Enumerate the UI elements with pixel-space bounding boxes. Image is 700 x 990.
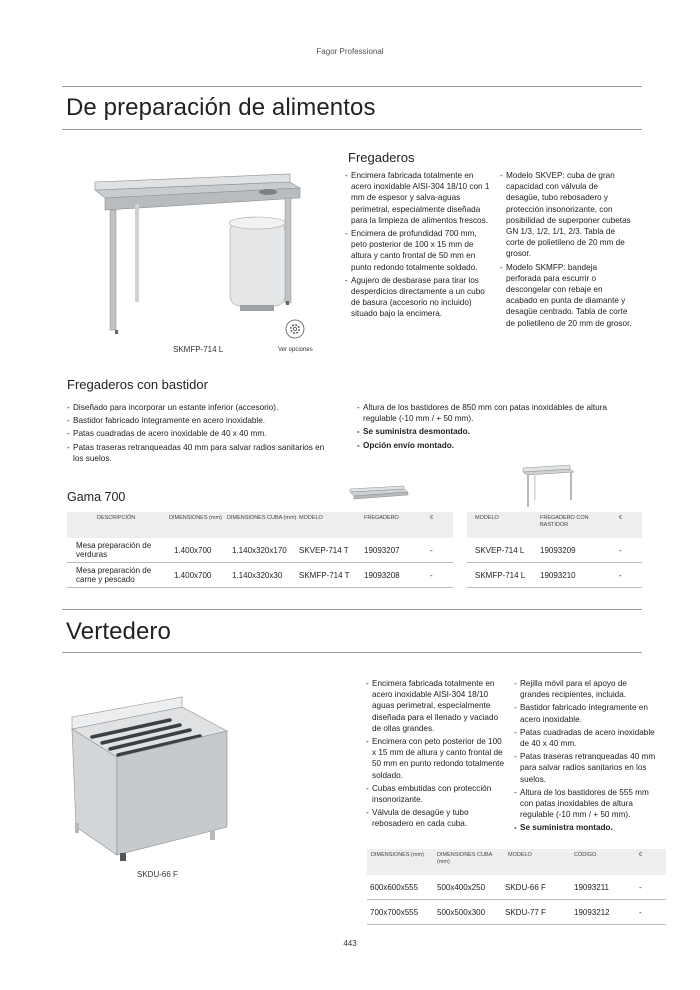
cell: 19093207 [363,538,429,563]
list-item: - Encimera fabricada totalmente en acero inoxidable AISI-304 18/10 aguas perimetral, especialmente diseñada para el llenado y vaciado de ollas grandes. [366,678,506,734]
list-item: - Encimera fabricada totalmente en acero inoxidable AISI-304 18/10 con 1 mm de espesor y salva-aguas perimetral, especialmente diseñada para la limpieza de alimentos frescos. [345,170,491,226]
list-item-bold: - Se suministra montado. [514,822,658,833]
col-header: DIMENSIONES (mm) [168,512,226,538]
col-header: € [638,849,666,875]
section-divider [62,652,642,653]
list-item-bold: - Se suministra desmontado. [357,426,617,437]
cell: SKMFP-714 T [298,563,363,588]
col-header: DESCRIPCIÓN [75,512,168,538]
bastidor-heading: Fregaderos con bastidor [67,377,208,392]
cell: SKDU-77 F [504,900,573,925]
cell: 1.140x320x30 [226,563,298,588]
cell: 600x600x555 [367,875,436,900]
page-number: 443 [343,939,357,948]
cell: SKVEP-714 L [467,538,539,563]
cell: 1.400x700 [168,538,226,563]
table-row [367,875,666,900]
list-item: - Bastidor fabricado íntegramente en acero inoxidable. [67,415,332,426]
bastidor-list-2 [357,402,617,453]
cell: 19093210 [539,563,618,588]
cell: Mesa preparación de carne y pescado [75,563,168,588]
fregadero-bastidor-thumb [520,463,576,509]
col-header: MODELO [467,512,539,538]
cell: - [638,875,666,900]
list-item: - Agujero de desbarase para tirar los desperdicios directamente a un cubo de basura (accesorio no incluido) situado bajo la encimera. [345,275,491,320]
cell: SKVEP-714 T [298,538,363,563]
list-item: - Bastidor fabricado íntegramente en acero inoxidable. [514,702,658,724]
gama-table [67,512,642,588]
cell: SKMFP-714 L [467,563,539,588]
list-item: - Patas cuadradas de acero inoxidable de 40 x 40 mm. [514,727,658,749]
cell: 700x700x555 [367,900,436,925]
cell: 1.140x320x170 [226,538,298,563]
cell: 500x500x300 [436,900,504,925]
col-header: FREGADERO CON BASTIDOR [539,512,618,538]
fregaderos-list-1 [345,170,491,322]
gama-heading: Gama 700 [67,490,126,504]
cell: 1.400x700 [168,563,226,588]
cell: 500x400x250 [436,875,504,900]
section-title-vertedero: Vertedero [66,618,171,645]
list-item: - Patas traseras retranqueadas 40 mm para salvar radios sanitarios en los suelos. [67,442,332,464]
fregaderos-list-2 [500,170,633,331]
cell: - [638,900,666,925]
col-header: CÓDIGO [573,849,638,875]
col-header: DIMENSIONES CUBA (mm) [436,849,504,875]
gear-icon[interactable] [285,319,305,339]
col-header: € [618,512,642,538]
list-item: - Altura de los bastidores de 555 mm con patas inoxidables de altura regulable (-10 mm / + 50 mm). [514,787,658,821]
col-header: MODELO [504,849,573,875]
section-divider [62,609,642,610]
list-item: - Patas cuadradas de acero inoxidable de 40 x 40 mm. [67,428,332,439]
bastidor-list-1 [67,402,332,466]
cell: 19093208 [363,563,429,588]
section-divider [62,129,642,130]
list-item: - Rejilla móvil para el apoyo de grandes recipientes, incluida. [514,678,658,700]
table-row [367,900,666,925]
col-header: DIMENSIONES (mm) [367,849,436,875]
cell: 19093211 [573,875,638,900]
vertedero-table [367,849,666,925]
col-header: DIMENSIONES CUBA (mm) [226,512,298,538]
product-image-skmfp [90,160,310,335]
table-row [67,538,642,563]
product-image-skdu [62,695,237,865]
col-header: MODELO [298,512,363,538]
list-item: - Diseñado para incorporar un estante inferior (accesorio). [67,402,332,413]
list-item-bold: - Opción envío montado. [357,440,617,451]
product-caption: SKMFP-714 L [173,345,224,354]
cell: - [618,538,642,563]
list-item: - Patas traseras retranqueadas 40 mm para salvar radios sanitarios en los suelos. [514,751,658,785]
list-item: - Cubas embutidas con protección insonorizante. [366,783,506,805]
list-item: - Válvula de desagüe y tubo rebosadero en cada cuba. [366,807,506,829]
ver-opciones-link[interactable]: Ver opciones [278,347,313,353]
list-item: - Encimera con peto posterior de 100 x 15 mm de altura y canto frontal de 50 mm en punto redondo totalmente soldado. [366,736,506,781]
table-row [67,563,642,588]
col-header: € [429,512,453,538]
cell: - [618,563,642,588]
vertedero-list-1 [366,678,506,832]
cell: Mesa preparación de verduras [75,538,168,563]
section-title-preparacion: De preparación de alimentos [66,94,376,121]
fregaderos-heading: Fregaderos [348,150,415,165]
cell: - [429,538,453,563]
list-item: - Modelo SKMFP: bandeja perforada para escurrir o descongelar con rebaje en acabado en punta de diamante y desagüe centrado. Tabla de corte de polietileno de 20 mm de grosor. [500,262,633,329]
cell: 19093212 [573,900,638,925]
vertedero-list-2 [514,678,658,836]
list-item: - Modelo SKVEP: cuba de gran capacidad con válvula de desagüe, tubo rebosadero y protección insonorizante, con posibilidad de superponer cubetas GN 1/3, 1/2, 1/1, 2/3. Tabla de corte de polietileno de 20 mm de grosor. [500,170,633,260]
cell: 19093209 [539,538,618,563]
section-divider [62,86,642,87]
product-caption: SKDU-66 F [137,870,178,879]
fregadero-thumb [348,484,410,504]
list-item: - Encimera de profundidad 700 mm, peto posterior de 100 x 15 mm de altura y canto frontal de 50 mm en punto redondo totalmente soldado. [345,228,491,273]
cell: - [429,563,453,588]
cell: SKDU-66 F [504,875,573,900]
brand-header: Fagor Professional [316,47,384,56]
col-header: FREGADERO [363,512,429,538]
list-item: - Altura de los bastidores de 850 mm con patas inoxidables de altura regulable (-10 mm / + 50 mm). [357,402,617,424]
